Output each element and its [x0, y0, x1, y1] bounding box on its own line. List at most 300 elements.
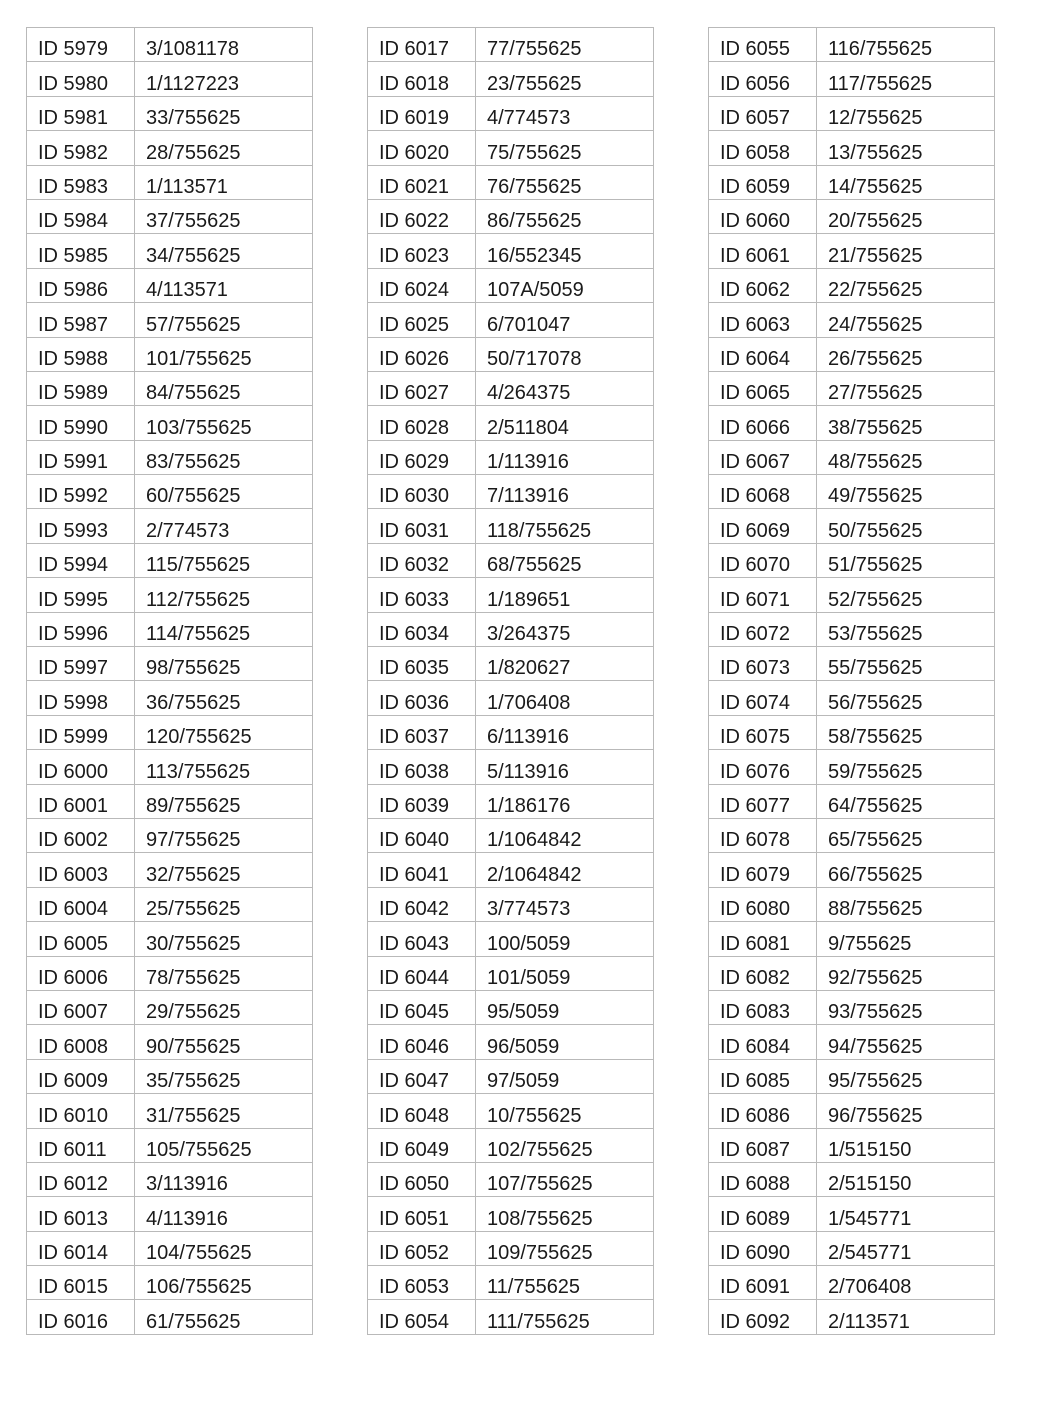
id-cell: ID 6064 [709, 337, 817, 371]
table-row [709, 990, 995, 1024]
value-cell: 28/755625 [135, 131, 313, 165]
value-cell: 4/774573 [476, 96, 654, 130]
value-cell: 1/515150 [817, 1128, 995, 1162]
table-row [27, 1266, 313, 1300]
value-cell: 64/755625 [817, 784, 995, 818]
value-cell: 7/113916 [476, 475, 654, 509]
id-cell: ID 6081 [709, 922, 817, 956]
table-row [27, 475, 313, 509]
id-cell: ID 6080 [709, 887, 817, 921]
id-cell: ID 5981 [27, 96, 135, 130]
table-row [709, 268, 995, 302]
id-cell: ID 6074 [709, 681, 817, 715]
id-table-column-2 [367, 27, 654, 1335]
value-cell: 68/755625 [476, 543, 654, 577]
id-cell: ID 6078 [709, 818, 817, 852]
value-cell: 103/755625 [135, 406, 313, 440]
value-cell: 23/755625 [476, 62, 654, 96]
table-row [368, 96, 654, 130]
value-cell: 35/755625 [135, 1059, 313, 1093]
value-cell: 61/755625 [135, 1300, 313, 1334]
value-cell: 1/706408 [476, 681, 654, 715]
value-cell: 95/5059 [476, 990, 654, 1024]
id-cell: ID 5985 [27, 234, 135, 268]
id-cell: ID 6083 [709, 990, 817, 1024]
table-row [709, 647, 995, 681]
value-cell: 93/755625 [817, 990, 995, 1024]
table-body [709, 28, 995, 1335]
id-cell: ID 6007 [27, 990, 135, 1024]
id-table-column-1 [26, 27, 313, 1335]
table-row [27, 578, 313, 612]
table-row [709, 543, 995, 577]
table-row [368, 440, 654, 474]
value-cell: 115/755625 [135, 543, 313, 577]
id-cell: ID 6082 [709, 956, 817, 990]
value-cell: 37/755625 [135, 199, 313, 233]
id-cell: ID 6036 [368, 681, 476, 715]
value-cell: 88/755625 [817, 887, 995, 921]
value-cell: 51/755625 [817, 543, 995, 577]
id-cell: ID 6065 [709, 371, 817, 405]
id-cell: ID 6031 [368, 509, 476, 543]
id-cell: ID 6032 [368, 543, 476, 577]
id-cell: ID 6058 [709, 131, 817, 165]
id-cell: ID 6038 [368, 750, 476, 784]
table-row [709, 1128, 995, 1162]
table-row [709, 62, 995, 96]
id-cell: ID 5996 [27, 612, 135, 646]
value-cell: 57/755625 [135, 303, 313, 337]
table-row [709, 1162, 995, 1196]
id-cell: ID 6077 [709, 784, 817, 818]
id-cell: ID 6067 [709, 440, 817, 474]
id-cell: ID 6039 [368, 784, 476, 818]
table-row [709, 612, 995, 646]
value-cell: 107/755625 [476, 1162, 654, 1196]
table-row [27, 96, 313, 130]
id-cell: ID 5991 [27, 440, 135, 474]
id-cell: ID 6011 [27, 1128, 135, 1162]
table-row [368, 578, 654, 612]
id-cell: ID 6079 [709, 853, 817, 887]
table-row [27, 1094, 313, 1128]
table-row [709, 1266, 995, 1300]
value-cell: 112/755625 [135, 578, 313, 612]
table-row [27, 922, 313, 956]
value-cell: 95/755625 [817, 1059, 995, 1093]
id-cell: ID 6071 [709, 578, 817, 612]
value-cell: 1/113916 [476, 440, 654, 474]
value-cell: 50/755625 [817, 509, 995, 543]
table-row [27, 750, 313, 784]
table-row [368, 475, 654, 509]
table-row [709, 681, 995, 715]
value-cell: 2/706408 [817, 1266, 995, 1300]
table-row [368, 1059, 654, 1093]
value-cell: 56/755625 [817, 681, 995, 715]
id-cell: ID 6014 [27, 1231, 135, 1265]
value-cell: 32/755625 [135, 853, 313, 887]
table-row [27, 509, 313, 543]
id-cell: ID 6061 [709, 234, 817, 268]
table-row [368, 234, 654, 268]
value-cell: 26/755625 [817, 337, 995, 371]
id-cell: ID 5990 [27, 406, 135, 440]
value-cell: 84/755625 [135, 371, 313, 405]
id-cell: ID 6059 [709, 165, 817, 199]
id-cell: ID 6073 [709, 647, 817, 681]
table-row [27, 681, 313, 715]
id-table-column-3 [708, 27, 995, 1335]
table-row [27, 612, 313, 646]
table-body [368, 28, 654, 1335]
value-cell: 104/755625 [135, 1231, 313, 1265]
id-cell: ID 6055 [709, 28, 817, 62]
value-cell: 109/755625 [476, 1231, 654, 1265]
value-cell: 1/820627 [476, 647, 654, 681]
table-row [27, 1162, 313, 1196]
value-cell: 120/755625 [135, 715, 313, 749]
id-cell: ID 6086 [709, 1094, 817, 1128]
table-row [368, 715, 654, 749]
value-cell: 1/1064842 [476, 818, 654, 852]
value-cell: 34/755625 [135, 234, 313, 268]
table-row [27, 28, 313, 62]
table-row [709, 475, 995, 509]
table-row [709, 303, 995, 337]
id-cell: ID 5994 [27, 543, 135, 577]
id-cell: ID 5992 [27, 475, 135, 509]
table-row [27, 268, 313, 302]
value-cell: 2/774573 [135, 509, 313, 543]
id-cell: ID 6087 [709, 1128, 817, 1162]
table-row [368, 1025, 654, 1059]
value-cell: 1/113571 [135, 165, 313, 199]
id-cell: ID 6020 [368, 131, 476, 165]
value-cell: 96/5059 [476, 1025, 654, 1059]
id-cell: ID 6027 [368, 371, 476, 405]
value-cell: 116/755625 [817, 28, 995, 62]
id-cell: ID 6004 [27, 887, 135, 921]
id-cell: ID 6000 [27, 750, 135, 784]
id-cell: ID 5993 [27, 509, 135, 543]
id-cell: ID 6070 [709, 543, 817, 577]
table-row [27, 543, 313, 577]
id-cell: ID 6054 [368, 1300, 476, 1334]
value-cell: 108/755625 [476, 1197, 654, 1231]
table-row [368, 62, 654, 96]
table-row [709, 578, 995, 612]
id-cell: ID 6062 [709, 268, 817, 302]
id-cell: ID 6040 [368, 818, 476, 852]
id-cell: ID 6092 [709, 1300, 817, 1334]
id-cell: ID 6023 [368, 234, 476, 268]
id-cell: ID 5997 [27, 647, 135, 681]
value-cell: 6/701047 [476, 303, 654, 337]
value-cell: 21/755625 [817, 234, 995, 268]
id-cell: ID 6019 [368, 96, 476, 130]
id-cell: ID 6028 [368, 406, 476, 440]
value-cell: 2/113571 [817, 1300, 995, 1334]
table-row [709, 131, 995, 165]
id-cell: ID 6037 [368, 715, 476, 749]
value-cell: 101/755625 [135, 337, 313, 371]
id-cell: ID 6033 [368, 578, 476, 612]
id-cell: ID 6090 [709, 1231, 817, 1265]
id-cell: ID 6018 [368, 62, 476, 96]
id-cell: ID 6025 [368, 303, 476, 337]
table-row [368, 612, 654, 646]
value-cell: 92/755625 [817, 956, 995, 990]
id-cell: ID 6049 [368, 1128, 476, 1162]
value-cell: 50/717078 [476, 337, 654, 371]
table-row [368, 543, 654, 577]
value-cell: 90/755625 [135, 1025, 313, 1059]
id-cell: ID 6002 [27, 818, 135, 852]
table-row [709, 715, 995, 749]
table-row [368, 750, 654, 784]
id-cell: ID 6047 [368, 1059, 476, 1093]
table-row [709, 1025, 995, 1059]
id-cell: ID 6024 [368, 268, 476, 302]
table-row [368, 1300, 654, 1334]
table-row [368, 199, 654, 233]
id-cell: ID 6063 [709, 303, 817, 337]
id-cell: ID 6057 [709, 96, 817, 130]
table-row [709, 199, 995, 233]
table-row [368, 1266, 654, 1300]
table-row [368, 371, 654, 405]
id-cell: ID 6012 [27, 1162, 135, 1196]
value-cell: 89/755625 [135, 784, 313, 818]
value-cell: 59/755625 [817, 750, 995, 784]
table-row [368, 887, 654, 921]
table-row [709, 509, 995, 543]
table-row [27, 337, 313, 371]
id-cell: ID 6022 [368, 199, 476, 233]
value-cell: 113/755625 [135, 750, 313, 784]
value-cell: 14/755625 [817, 165, 995, 199]
table-row [27, 1300, 313, 1334]
value-cell: 4/264375 [476, 371, 654, 405]
value-cell: 118/755625 [476, 509, 654, 543]
id-cell: ID 6053 [368, 1266, 476, 1300]
table-row [368, 922, 654, 956]
value-cell: 83/755625 [135, 440, 313, 474]
id-cell: ID 6009 [27, 1059, 135, 1093]
table-row [368, 28, 654, 62]
value-cell: 107A/5059 [476, 268, 654, 302]
table-row [368, 268, 654, 302]
table-row [27, 1197, 313, 1231]
id-cell: ID 6089 [709, 1197, 817, 1231]
table-row [27, 303, 313, 337]
table-row [709, 853, 995, 887]
id-cell: ID 6046 [368, 1025, 476, 1059]
value-cell: 24/755625 [817, 303, 995, 337]
value-cell: 114/755625 [135, 612, 313, 646]
id-cell: ID 6048 [368, 1094, 476, 1128]
table-row [27, 131, 313, 165]
table-body [27, 28, 313, 1335]
value-cell: 2/1064842 [476, 853, 654, 887]
value-cell: 86/755625 [476, 199, 654, 233]
table-row [368, 303, 654, 337]
value-cell: 9/755625 [817, 922, 995, 956]
value-cell: 102/755625 [476, 1128, 654, 1162]
value-cell: 30/755625 [135, 922, 313, 956]
table-row [368, 1162, 654, 1196]
id-cell: ID 6029 [368, 440, 476, 474]
value-cell: 117/755625 [817, 62, 995, 96]
table-row [709, 1231, 995, 1265]
id-cell: ID 6034 [368, 612, 476, 646]
id-cell: ID 6035 [368, 647, 476, 681]
value-cell: 97/5059 [476, 1059, 654, 1093]
table-row [27, 1231, 313, 1265]
value-cell: 20/755625 [817, 199, 995, 233]
table-row [27, 715, 313, 749]
table-row [368, 1231, 654, 1265]
value-cell: 66/755625 [817, 853, 995, 887]
value-cell: 2/515150 [817, 1162, 995, 1196]
table-row [709, 28, 995, 62]
id-cell: ID 5987 [27, 303, 135, 337]
id-cell: ID 5995 [27, 578, 135, 612]
table-row [709, 956, 995, 990]
id-cell: ID 6066 [709, 406, 817, 440]
id-cell: ID 6085 [709, 1059, 817, 1093]
value-cell: 49/755625 [817, 475, 995, 509]
id-cell: ID 6052 [368, 1231, 476, 1265]
value-cell: 75/755625 [476, 131, 654, 165]
table-row [368, 337, 654, 371]
id-cell: ID 5999 [27, 715, 135, 749]
table-row [27, 1128, 313, 1162]
id-cell: ID 6041 [368, 853, 476, 887]
value-cell: 6/113916 [476, 715, 654, 749]
value-cell: 3/113916 [135, 1162, 313, 1196]
value-cell: 1/186176 [476, 784, 654, 818]
table-row [368, 1197, 654, 1231]
value-cell: 12/755625 [817, 96, 995, 130]
table-row [709, 234, 995, 268]
table-row [709, 440, 995, 474]
id-cell: ID 6088 [709, 1162, 817, 1196]
id-cell: ID 6026 [368, 337, 476, 371]
value-cell: 22/755625 [817, 268, 995, 302]
value-cell: 100/5059 [476, 922, 654, 956]
id-cell: ID 5984 [27, 199, 135, 233]
id-cell: ID 6069 [709, 509, 817, 543]
table-row [368, 818, 654, 852]
table-row [27, 784, 313, 818]
value-cell: 101/5059 [476, 956, 654, 990]
table-row [709, 750, 995, 784]
value-cell: 98/755625 [135, 647, 313, 681]
table-row [709, 1300, 995, 1334]
table-row [709, 371, 995, 405]
id-cell: ID 6084 [709, 1025, 817, 1059]
value-cell: 38/755625 [817, 406, 995, 440]
id-cell: ID 5989 [27, 371, 135, 405]
id-cell: ID 6021 [368, 165, 476, 199]
table-row [27, 887, 313, 921]
table-row [27, 199, 313, 233]
value-cell: 27/755625 [817, 371, 995, 405]
id-cell: ID 5986 [27, 268, 135, 302]
table-row [709, 1059, 995, 1093]
table-row [709, 818, 995, 852]
table-row [27, 165, 313, 199]
value-cell: 2/511804 [476, 406, 654, 440]
value-cell: 52/755625 [817, 578, 995, 612]
id-cell: ID 6030 [368, 475, 476, 509]
value-cell: 97/755625 [135, 818, 313, 852]
table-row [27, 440, 313, 474]
value-cell: 1/545771 [817, 1197, 995, 1231]
id-cell: ID 6006 [27, 956, 135, 990]
value-cell: 105/755625 [135, 1128, 313, 1162]
value-cell: 5/113916 [476, 750, 654, 784]
table-row [368, 784, 654, 818]
value-cell: 94/755625 [817, 1025, 995, 1059]
table-row [709, 165, 995, 199]
value-cell: 4/113571 [135, 268, 313, 302]
id-cell: ID 6060 [709, 199, 817, 233]
table-row [27, 956, 313, 990]
table-row [27, 1025, 313, 1059]
table-row [27, 818, 313, 852]
id-cell: ID 6044 [368, 956, 476, 990]
table-row [709, 887, 995, 921]
table-row [27, 853, 313, 887]
id-cell: ID 6005 [27, 922, 135, 956]
id-cell: ID 6010 [27, 1094, 135, 1128]
table-row [709, 1094, 995, 1128]
table-row [27, 647, 313, 681]
table-row [368, 647, 654, 681]
table-row [368, 131, 654, 165]
value-cell: 1/1127223 [135, 62, 313, 96]
value-cell: 77/755625 [476, 28, 654, 62]
value-cell: 2/545771 [817, 1231, 995, 1265]
value-cell: 10/755625 [476, 1094, 654, 1128]
value-cell: 76/755625 [476, 165, 654, 199]
value-cell: 111/755625 [476, 1300, 654, 1334]
table-row [709, 784, 995, 818]
table-row [368, 1094, 654, 1128]
value-cell: 48/755625 [817, 440, 995, 474]
value-cell: 3/1081178 [135, 28, 313, 62]
value-cell: 3/264375 [476, 612, 654, 646]
value-cell: 33/755625 [135, 96, 313, 130]
table-row [27, 371, 313, 405]
id-cell: ID 5979 [27, 28, 135, 62]
table-row [27, 62, 313, 96]
id-cell: ID 6051 [368, 1197, 476, 1231]
value-cell: 31/755625 [135, 1094, 313, 1128]
id-cell: ID 6056 [709, 62, 817, 96]
table-row [368, 681, 654, 715]
table-row [27, 406, 313, 440]
table-row [368, 990, 654, 1024]
value-cell: 1/189651 [476, 578, 654, 612]
id-cell: ID 6042 [368, 887, 476, 921]
table-row [709, 406, 995, 440]
value-cell: 55/755625 [817, 647, 995, 681]
